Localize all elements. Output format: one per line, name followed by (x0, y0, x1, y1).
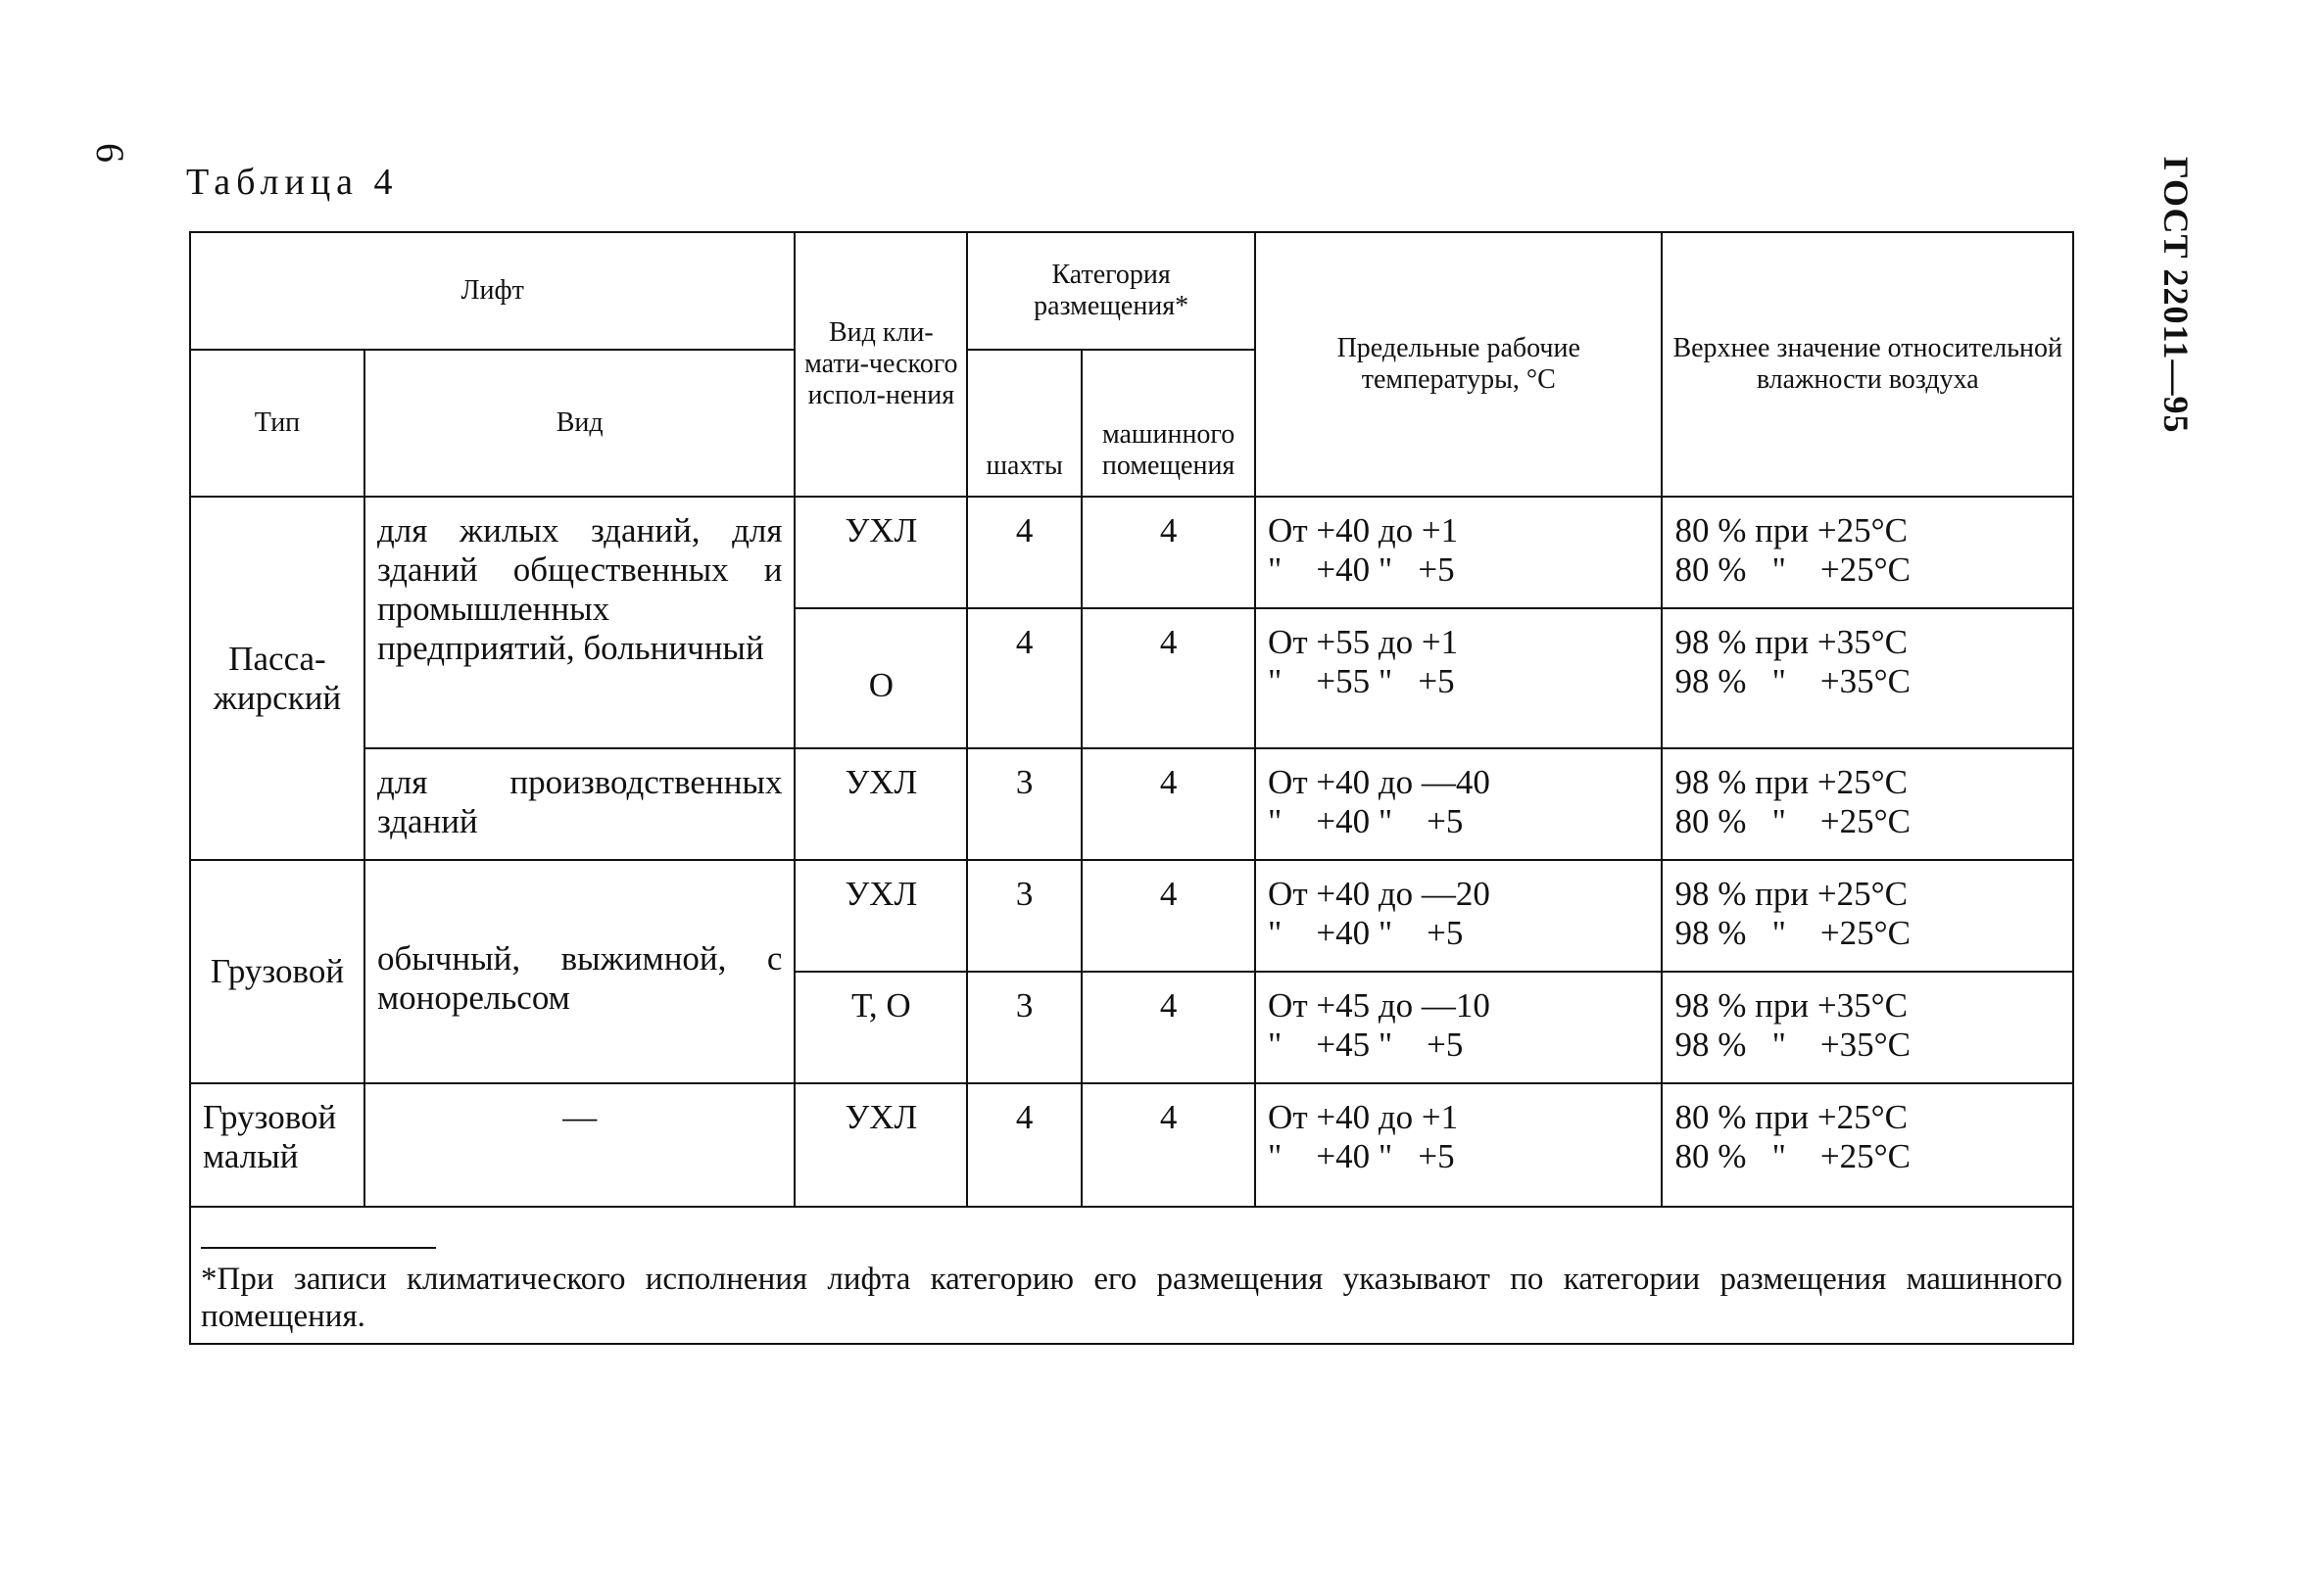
cell-climate: УХЛ (795, 497, 967, 608)
cell-type: Пасса-жирский (190, 497, 364, 860)
cell-climate: УХЛ (795, 1083, 967, 1207)
cell-temperature (1255, 497, 1662, 608)
cell-temperature (1255, 748, 1662, 860)
temp-line: " +40 " +5 (1268, 914, 1464, 952)
humidity-line: 98 % при +35°С (1674, 623, 1908, 661)
footnote-cell (190, 1207, 2073, 1344)
cell-humidity (1662, 608, 2073, 748)
header-kind: Вид (364, 350, 796, 497)
cell-kind: — (364, 1083, 796, 1207)
standard-code: ГОСТ 22011—95 (2156, 157, 2196, 434)
cell-climate: Т, О (795, 972, 967, 1083)
cell-kind: обычный, выжимной, с монорельсом (364, 860, 796, 1083)
cell-kind: для жилых зданий, для зданий общественных и промышленных предприятий, больничный (364, 497, 796, 748)
table-title: Таблица 4 (186, 162, 399, 203)
header-type: Тип (190, 350, 364, 497)
temp-line: От +40 до —40 (1268, 763, 1490, 801)
table-row (190, 860, 2073, 972)
header-shaft: шахты (967, 350, 1082, 497)
header-category: Категория размещения* (967, 232, 1255, 350)
cell-machine: 4 (1082, 748, 1255, 860)
temp-line: От +40 до —20 (1268, 875, 1490, 913)
cell-temperature (1255, 972, 1662, 1083)
cell-humidity (1662, 972, 2073, 1083)
table-row (190, 748, 2073, 860)
cell-machine: 4 (1082, 497, 1255, 608)
cell-climate: УХЛ (795, 748, 967, 860)
humidity-line: 98 % при +25°С (1674, 763, 1908, 801)
footnote-rule (201, 1247, 436, 1249)
cell-climate: О (795, 608, 967, 748)
humidity-line: 80 % при +25°С (1674, 511, 1908, 549)
humidity-line: 80 % при +25°С (1674, 1098, 1908, 1136)
humidity-line: 98 % при +25°С (1674, 875, 1908, 913)
header-lift: Лифт (190, 232, 795, 350)
header-climate: Вид кли-мати-ческого испол-нения (795, 232, 967, 497)
humidity-line: 98 % " +25°С (1674, 914, 1911, 952)
temp-line: " +40 " +5 (1268, 550, 1455, 589)
footnote-text: *При записи климатического исполнения лифта категорию его размещения указывают по категории размещения машинного помещения. (201, 1262, 2062, 1334)
temp-line: " +45 " +5 (1268, 1026, 1464, 1064)
cell-shaft: 4 (967, 497, 1082, 608)
humidity-line: 98 % при +35°С (1674, 986, 1908, 1025)
cell-climate: УХЛ (795, 860, 967, 972)
temp-line: " +40 " +5 (1268, 1137, 1455, 1175)
humidity-line: 98 % " +35°С (1674, 1026, 1911, 1064)
cell-machine: 4 (1082, 860, 1255, 972)
cell-humidity (1662, 497, 2073, 608)
header-machine-room: машинного помещения (1082, 350, 1255, 497)
temp-line: От +40 до +1 (1268, 511, 1459, 549)
table-row (190, 1083, 2073, 1207)
cell-temperature (1255, 860, 1662, 972)
temp-line: " +40 " +5 (1268, 802, 1464, 840)
cell-machine: 4 (1082, 972, 1255, 1083)
cell-shaft: 4 (967, 608, 1082, 748)
table-row (190, 497, 2073, 608)
cell-kind: для производственных зданий (364, 748, 796, 860)
temp-line: От +55 до +1 (1268, 623, 1459, 661)
cell-type: Грузовой малый (190, 1083, 364, 1207)
cell-type: Грузовой (190, 860, 364, 1083)
humidity-line: 80 % " +25°С (1674, 550, 1911, 589)
header-humidity: Верхнее значение относительной влажности воздуха (1662, 232, 2073, 497)
humidity-line: 80 % " +25°С (1674, 802, 1911, 840)
cell-shaft: 3 (967, 860, 1082, 972)
footnote-row (190, 1207, 2073, 1344)
cell-machine: 4 (1082, 1083, 1255, 1207)
cell-humidity (1662, 748, 2073, 860)
header-temperature: Предельные рабочие температуры, °С (1255, 232, 1662, 497)
page-number: 6 (88, 143, 132, 163)
cell-machine: 4 (1082, 608, 1255, 748)
cell-shaft: 4 (967, 1083, 1082, 1207)
temp-line: От +40 до +1 (1268, 1098, 1459, 1136)
cell-shaft: 3 (967, 748, 1082, 860)
humidity-line: 80 % " +25°С (1674, 1137, 1911, 1175)
humidity-line: 98 % " +35°С (1674, 662, 1911, 700)
cell-humidity (1662, 860, 2073, 972)
cell-temperature (1255, 608, 1662, 748)
lift-climate-table (189, 231, 2074, 1345)
cell-shaft: 3 (967, 972, 1082, 1083)
cell-temperature (1255, 1083, 1662, 1207)
temp-line: От +45 до —10 (1268, 986, 1490, 1025)
temp-line: " +55 " +5 (1268, 662, 1455, 700)
cell-humidity (1662, 1083, 2073, 1207)
